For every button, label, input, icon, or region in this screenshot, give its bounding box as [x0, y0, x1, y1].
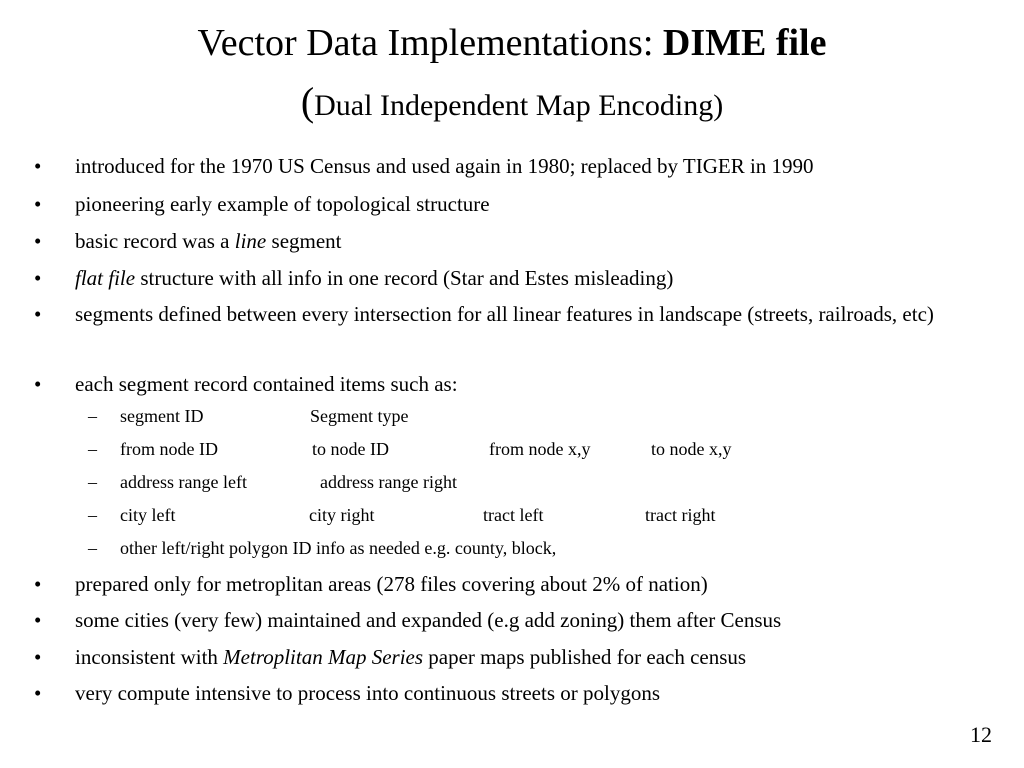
list-item-text-prefix: inconsistent with — [75, 645, 224, 669]
sub-item-col: address range right — [320, 472, 457, 492]
bullet-marker: • — [34, 266, 42, 290]
list-item-text — [75, 641, 746, 673]
sub-item-col: Segment type — [310, 406, 409, 426]
list-item-text: pioneering early example of topological structure — [75, 192, 490, 216]
sub-item-col: city left — [120, 505, 176, 525]
bullet-marker: • — [34, 192, 42, 216]
sub-item-col: from node x,y — [489, 439, 591, 459]
list-item-text-italic: Metroplitan Map Series — [223, 645, 424, 669]
subtitle-text: Dual Independent Map Encoding) — [314, 89, 724, 122]
list-item-text: some cities (very few) maintained and expanded (e.g add zoning) them after Census — [75, 608, 782, 632]
bullet-marker: • — [34, 572, 42, 596]
bullet-marker: • — [34, 645, 42, 669]
title-main: Vector Data Implementations: — [197, 22, 663, 64]
bullet-marker: • — [34, 681, 42, 705]
sub-item-col: other left/right polygon ID info as needed e.g. county, block, — [120, 538, 557, 558]
dash-marker: – — [88, 505, 97, 525]
subtitle-open-paren: ( — [300, 79, 315, 124]
list-item-text-prefix: basic record was a — [75, 229, 235, 253]
list-item-text: introduced for the 1970 US Census and used again in 1980; replaced by TIGER in 1990 — [75, 154, 814, 178]
list-item-text: segments defined between every intersection for all linear features in landscape (streets, railroads, etc) — [75, 302, 934, 326]
list-item-text: very compute intensive to process into continuous streets or polygons — [75, 681, 660, 705]
bullet-marker: • — [34, 302, 42, 326]
list-item-text-italic: flat file — [75, 266, 136, 290]
dash-marker: – — [88, 439, 97, 459]
list-item-text — [75, 262, 673, 294]
sub-item-col: segment ID — [120, 406, 204, 426]
dash-marker: – — [88, 406, 97, 426]
list-item-text: prepared only for metroplitan areas (278 files covering about 2% of nation) — [75, 572, 708, 596]
bullet-marker: • — [34, 608, 42, 632]
title-emphasis: DIME file — [662, 22, 827, 64]
dash-marker: – — [88, 472, 97, 492]
sub-item-col: from node ID — [120, 439, 218, 459]
sub-item-col: tract right — [645, 505, 716, 525]
bullet-marker: • — [34, 229, 42, 253]
list-item-text — [75, 225, 342, 257]
sub-item-col: address range left — [120, 472, 247, 492]
sub-item-col: city right — [309, 505, 375, 525]
list-item-text-italic: line — [234, 229, 267, 253]
dash-marker: – — [88, 538, 97, 558]
sub-item-col: tract left — [483, 505, 544, 525]
list-item-text: each segment record contained items such as: — [75, 372, 458, 396]
sub-item-col: to node ID — [312, 439, 389, 459]
list-item-text-suffix: paper maps published for each census — [423, 645, 747, 669]
bullet-marker: • — [34, 372, 42, 396]
bullet-marker: • — [34, 154, 42, 178]
sub-item-col: to node x,y — [651, 439, 732, 459]
page-number: 12 — [970, 722, 992, 747]
list-item-text-suffix: structure with all info in one record (Star and Estes misleading) — [135, 266, 674, 290]
list-item-text-suffix: segment — [266, 229, 342, 253]
